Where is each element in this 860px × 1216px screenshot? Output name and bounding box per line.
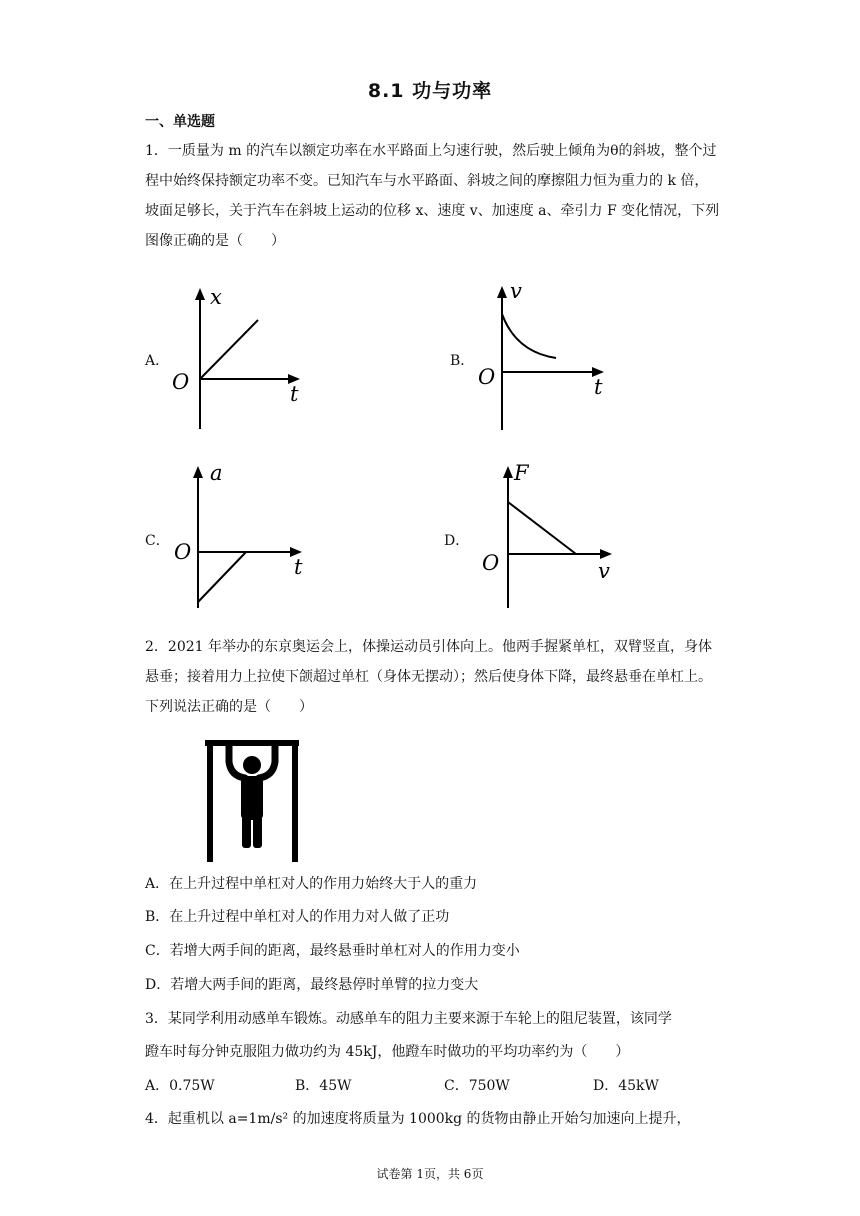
page-footer: 试卷第 1页，共 6页 [376,1167,484,1181]
axis-label-v: v [510,280,522,303]
origin-label: O [174,540,192,564]
origin-label: O [482,551,500,575]
q1-option-b-graph[interactable] [470,280,620,435]
q3-option-b[interactable]: B．45W [295,1078,352,1094]
axis-label-t: t [594,375,603,399]
q1-option-d-graph[interactable] [476,458,621,613]
origin-label: O [478,365,496,389]
q3-option-c[interactable]: C．750W [444,1078,510,1094]
q2-option-b[interactable]: B．在上升过程中单杠对人的作用力对人做了正功 [145,909,450,925]
axis-label-v: v [598,559,610,583]
q1-option-c-label[interactable]: C． [145,533,170,549]
q2-option-a[interactable]: A．在上升过程中单杠对人的作用力始终大于人的重力 [145,876,478,892]
question-4-text: 4．起重机以 a=1m/s² 的加速度将质量为 1000kg 的货物由静止开始匀加速向上提升， [145,1111,691,1127]
q1-option-a-graph[interactable] [168,284,308,434]
pull-up-figure [205,738,301,864]
question-2-text: 2．2021 年举办的东京奥运会上，体操运动员引体向上。他两手握紧单杠，双臂竖直，身体悬垂；接着用力上拉使下颌超过单杠（身体无摆动）；然后使身体下降，最终悬垂在单杠上。下列说法正确的是（ ） [145,639,712,715]
q2-option-c[interactable]: C．若增大两手间的距离，最终悬垂时单杠对人的作用力变小 [145,943,520,959]
section-heading: 一、单选题 [145,114,215,130]
axis-label-f: F [514,461,529,485]
axis-label-a: a [210,461,223,485]
axis-label-t: t [290,382,299,406]
question-3-line-2: 蹬车时每分钟克服阻力做功约为 45kJ，他蹬车时做功的平均功率约为（ ） [145,1044,630,1060]
axis-label-t: t [294,555,303,579]
q1-option-d-label[interactable]: D． [444,533,470,549]
origin-label: O [172,370,190,394]
q1-option-b-label[interactable]: B． [450,353,475,369]
q2-option-d[interactable]: D．若增大两手间的距离，最终悬停时单臂的拉力变大 [145,977,479,993]
q3-option-d[interactable]: D．45kW [593,1078,659,1094]
q3-option-a[interactable]: A．0.75W [145,1078,215,1094]
q1-option-a-label[interactable]: A． [145,353,170,369]
page-title: 8.1 功与功率 [367,80,493,102]
question-3-line-1: 3．某同学利用动感单车锻炼。动感单车的阻力主要来源于车轮上的阻尼装置，该同学 [145,1011,672,1027]
q1-option-c-graph[interactable] [170,458,315,613]
axis-label-x: x [210,285,222,309]
question-1-text: 1．一质量为 m 的汽车以额定功率在水平路面上匀速行驶，然后驶上倾角为θ的斜坡，整个过程中始终保持额定功率不变。已知汽车与水平路面、斜坡之间的摩擦阻力恒为重力的 k 倍，坡面足够长，关于汽车在斜坡上运动的位移 x、速度 v、加速度 a、牵引力 F 变化情况，下列图像正确的是（ ） [145,143,720,249]
